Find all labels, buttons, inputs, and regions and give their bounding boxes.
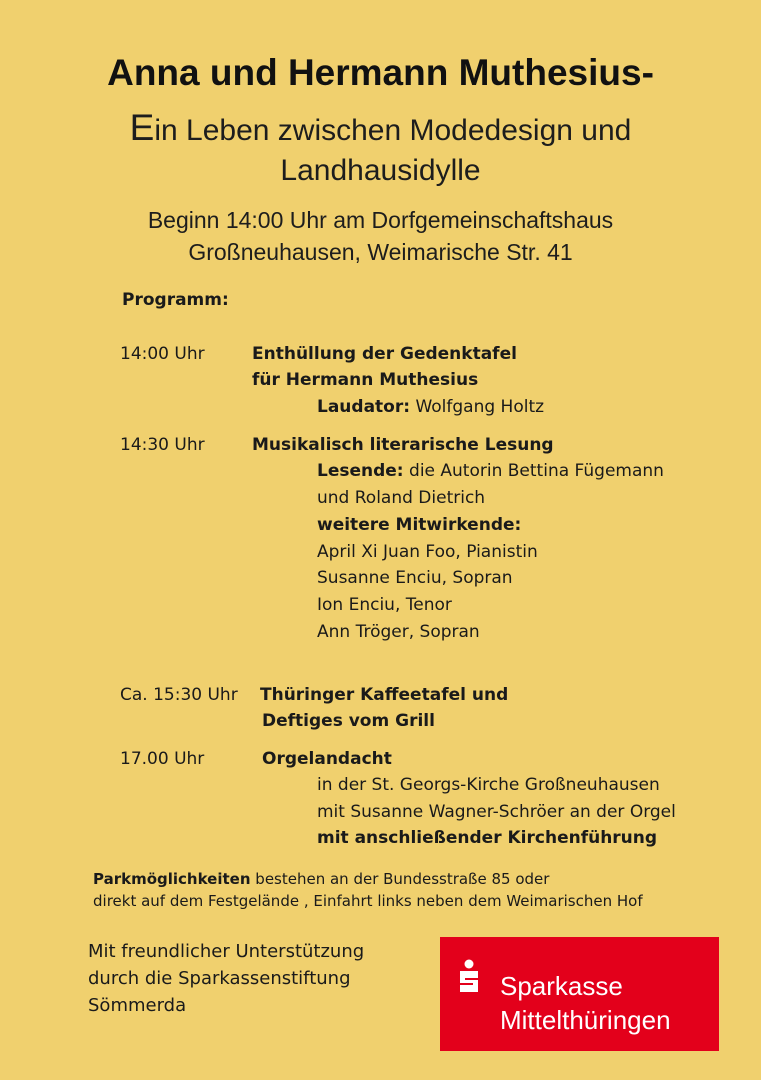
- item1-title1: Enthüllung der Gedenktafel: [252, 344, 517, 364]
- sparkasse-logo: [440, 937, 719, 1051]
- item2-contrib-label: weitere Mitwirkende:: [317, 515, 522, 535]
- sparkasse-name: [500, 969, 671, 1037]
- item2-title: Musikalisch literarische Lesung: [252, 435, 554, 455]
- subtitle-initial: E: [129, 107, 155, 148]
- item3-time: Ca. 15:30 Uhr: [120, 685, 238, 705]
- parking-label: Parkmöglichkeiten: [93, 870, 251, 888]
- contributor: April Xi Juan Foo, Pianistin: [317, 542, 538, 562]
- begin-line1: Beginn 14:00 Uhr am Dorfgemeinschaftshaus: [147, 207, 614, 233]
- event-location: [0, 204, 761, 268]
- parking-text1: bestehen an der Bundesstraße 85 oder: [250, 870, 550, 888]
- item2-line2: und Roland Dietrich: [317, 488, 486, 508]
- page-title: Anna und Hermann Muthesius-: [107, 52, 654, 93]
- contributor: Susanne Enciu, Sopran: [317, 568, 513, 588]
- item2-label: Lesende:: [317, 461, 404, 481]
- subtitle-line1: in Leben zwischen Modedesign und: [154, 114, 632, 147]
- item1-title2: für Hermann Muthesius: [252, 370, 479, 390]
- sparkasse-line2: Mittelthüringen: [500, 1005, 671, 1035]
- support-line3: Sömmerda: [88, 995, 187, 1016]
- parking-text2: direkt auf dem Festgelände , Einfahrt links neben dem Weimarischen Hof: [93, 892, 643, 910]
- page-subtitle: [0, 108, 761, 191]
- sparkasse-line1: Sparkasse: [500, 971, 623, 1001]
- item2-time: 14:30 Uhr: [120, 435, 205, 455]
- begin-line2: Großneuhausen, Weimarische Str. 41: [188, 239, 573, 265]
- program-heading: Programm:: [122, 290, 229, 310]
- support-line1: Mit freundlicher Unterstützung: [88, 941, 365, 962]
- item2-lesende: [317, 458, 664, 484]
- item4-line1: in der St. Georgs-Kirche Großneuhausen: [317, 775, 660, 795]
- item4-line2: mit Susanne Wagner-Schröer an der Orgel: [317, 802, 676, 822]
- support-text: [88, 938, 364, 1019]
- subtitle-line2: Landhausidylle: [280, 154, 481, 187]
- item3-title1: Thüringer Kaffeetafel und: [260, 685, 509, 705]
- support-line2: durch die Sparkassenstiftung: [88, 968, 351, 989]
- item3-title2: Deftiges vom Grill: [262, 711, 435, 731]
- item1-value: Wolfgang Holtz: [410, 397, 545, 417]
- item1-label: Laudator:: [317, 397, 411, 417]
- contributor: Ann Tröger, Sopran: [317, 622, 480, 642]
- item4-line3: mit anschließender Kirchenführung: [317, 828, 658, 848]
- item4-time: 17.00 Uhr: [120, 749, 205, 769]
- sparkasse-s-icon: [454, 959, 484, 999]
- item1-laudator: [317, 394, 544, 420]
- contributor: Ion Enciu, Tenor: [317, 595, 452, 615]
- item4-title: Orgelandacht: [262, 749, 392, 769]
- item1-time: 14:00 Uhr: [120, 344, 205, 364]
- item2-value: die Autorin Bettina Fügemann: [403, 461, 664, 481]
- parking-info: [93, 868, 643, 912]
